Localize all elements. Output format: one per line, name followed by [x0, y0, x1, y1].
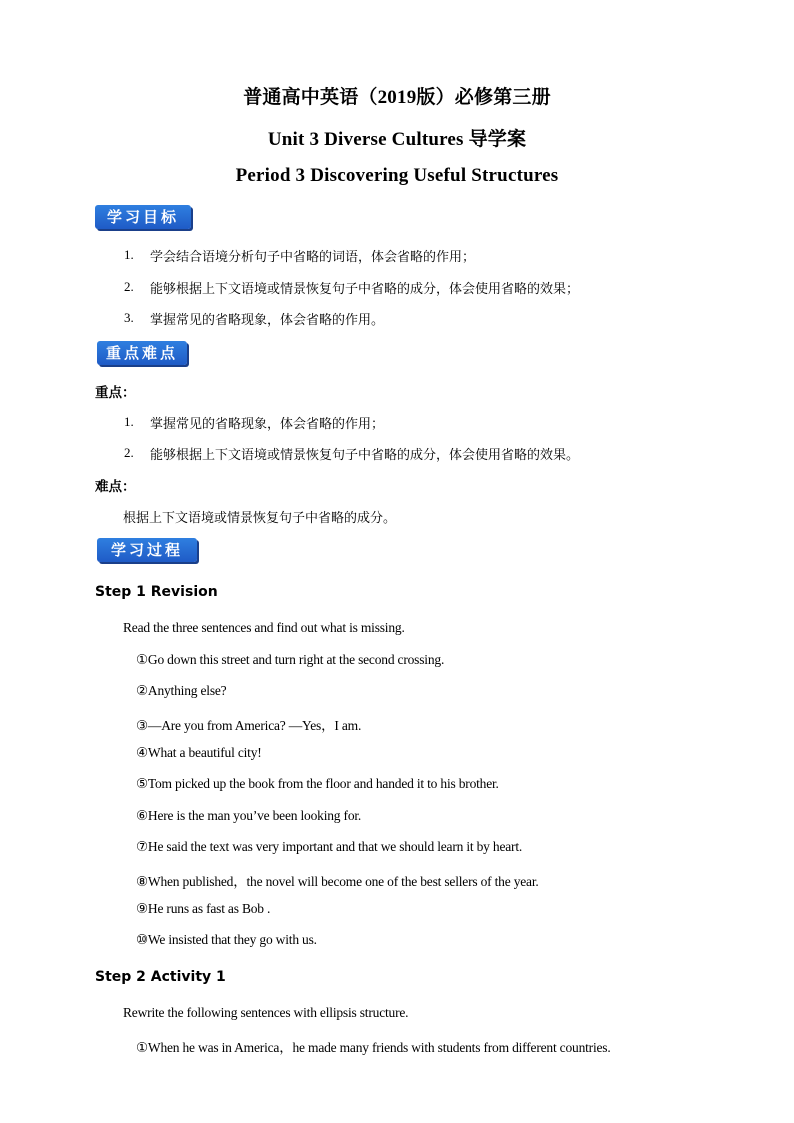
- focus-label: 重点：: [95, 385, 136, 401]
- difficulty-label: 难点：: [95, 479, 136, 495]
- sentence-item: ⑤Tom picked up the book from the floor and handed it to his brother.: [136, 776, 499, 791]
- sentence-item: ③—Are you from America? —Yes，I am.: [136, 718, 362, 733]
- sentence-item: ⑩We insisted that they go with us.: [136, 932, 317, 947]
- sentence-item: ⑧When published，the novel will become one of the best sellers of the year.: [136, 874, 539, 889]
- step1-heading: Step 1 Revision: [95, 584, 218, 600]
- objectives-badge: 学习目标: [95, 205, 191, 229]
- period-title: Period 3 Discovering Useful Structures: [235, 165, 559, 186]
- document-title: 普通高中英语（2019版）必修第三册: [243, 87, 551, 108]
- sentence-item: ⑦He said the text was very important and that we should learn it by heart.: [136, 839, 523, 854]
- objective-text: 掌握常见的省略现象，体会省略的作用。: [150, 313, 385, 328]
- objective-number: 2.: [124, 279, 134, 294]
- focus-text: 能够根据上下文语境或情景恢复句子中省略的成分，体会使用省略的效果。: [150, 448, 580, 463]
- unit-title: Unit 3 Diverse Cultures 导学案: [267, 129, 527, 150]
- focus-number: 2.: [124, 445, 134, 460]
- difficulty-text: 根据上下文语境或情景恢复句子中省略的成分。: [123, 511, 397, 526]
- key-points-badge: 重点难点: [97, 341, 187, 365]
- objective-text: 学会结合语境分析句子中省略的词语，体会省略的作用；: [150, 250, 476, 265]
- objective-number: 3.: [124, 310, 134, 325]
- focus-text: 掌握常见的省略现象，体会省略的作用；: [150, 417, 385, 432]
- objective-text: 能够根据上下文语境或情景恢复句子中省略的成分，体会使用省略的效果；: [150, 282, 580, 297]
- sentence-item: ②Anything else?: [136, 683, 227, 698]
- sentence-item: ①When he was in America，he made many friends with students from different countries.: [136, 1040, 611, 1055]
- focus-number: 1.: [124, 414, 134, 429]
- sentence-item: ⑥Here is the man you’ve been looking for.: [136, 808, 362, 823]
- sentence-item: ①Go down this street and turn right at the second crossing.: [136, 652, 445, 667]
- process-badge: 学习过程: [97, 538, 197, 562]
- sentence-item: ④What a beautiful city!: [136, 745, 262, 760]
- sentence-item: ⑨He runs as fast as Bob .: [136, 901, 271, 916]
- step2-instruction: Rewrite the following sentences with ellipsis structure.: [123, 1005, 409, 1020]
- step1-instruction: Read the three sentences and find out what is missing.: [123, 620, 405, 635]
- objective-number: 1.: [124, 247, 134, 262]
- step2-heading: Step 2 Activity 1: [95, 969, 226, 985]
